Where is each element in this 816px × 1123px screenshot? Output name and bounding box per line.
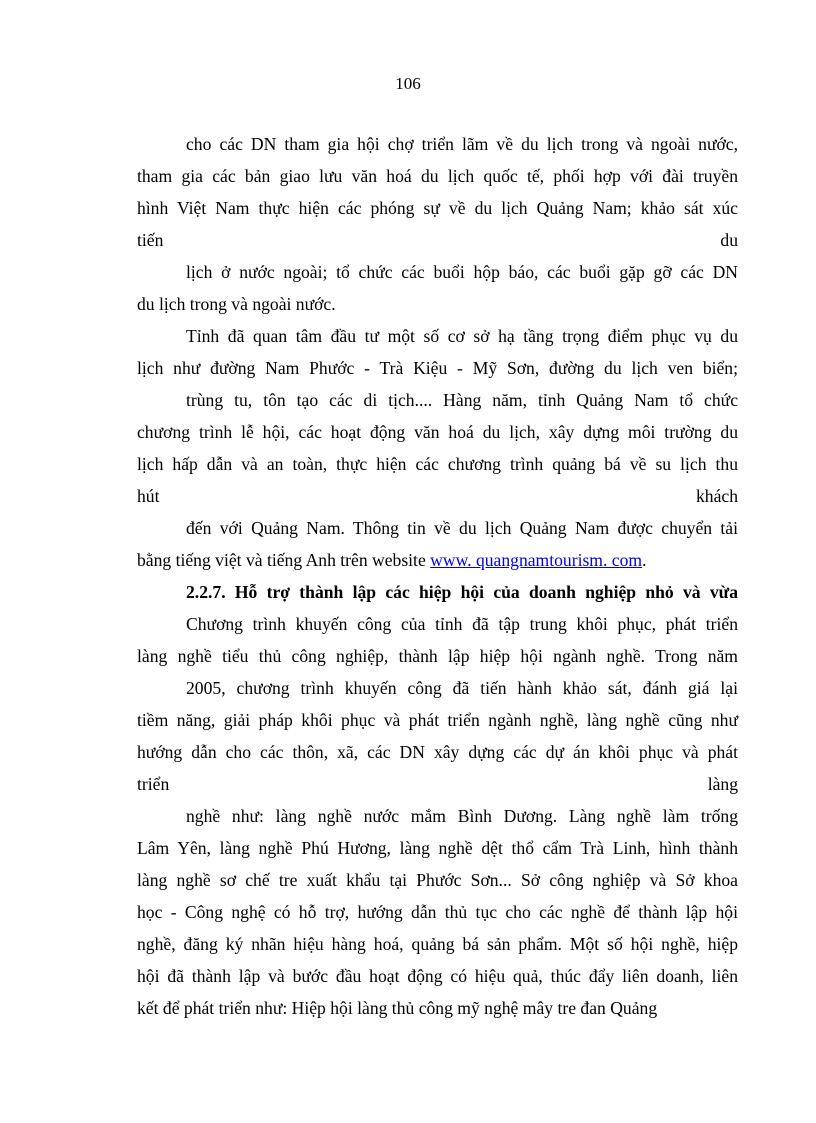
text-word: làng xyxy=(707,774,738,794)
text-line: trùng tu, tôn tạo các di tịch.... Hàng năm, tỉnh Quảng Nam tổ chức xyxy=(186,390,738,410)
text-line: học - Công nghệ có hỗ trợ, hướng dẫn thủ tục cho các nghề để thành lập hội xyxy=(137,902,738,922)
text-word: khách xyxy=(695,486,738,506)
text-line: tham gia các bản giao lưu văn hoá du lịch quốc tế, phối hợp với đài truyền xyxy=(137,166,738,186)
text-line: nghề, đăng ký nhãn hiệu hàng hoá, quảng bá sản phẩm. Một số hội nghề, hiệp xyxy=(137,934,738,954)
text-line: làng nghề sơ chế tre xuất khẩu tại Phước Sơn... Sở công nghiệp và Sở khoa xyxy=(137,870,738,890)
text-line: tiềm năng, giải pháp khôi phục và phát triển ngành nghề, làng nghề cũng như xyxy=(137,710,738,730)
text-line xyxy=(137,774,738,794)
text-line: làng nghề tiểu thủ công nghiệp, thành lập hiệp hội ngành nghề. Trong năm xyxy=(137,646,738,666)
text-line xyxy=(137,486,738,506)
text-line: nghề như: làng nghề nước mắm Bình Dương. Làng nghề làm trống xyxy=(186,806,738,826)
text-line xyxy=(137,230,738,250)
text-line: cho các DN tham gia hội chợ triển lãm về du lịch trong và ngoài nước, xyxy=(186,134,738,154)
text-line: Tỉnh đã quan tâm đầu tư một số cơ sở hạ tầng trọng điểm phục vụ du xyxy=(186,326,738,346)
text-word: du xyxy=(720,230,738,250)
text-line: kết để phát triển như: Hiệp hội làng thủ công mỹ nghệ mây tre đan Quảng xyxy=(137,998,658,1018)
section-heading: 2.2.7. Hỗ trợ thành lập các hiệp hội của doanh nghiệp nhỏ và vừa xyxy=(186,582,738,602)
page-number: 106 xyxy=(395,74,421,93)
text-line: hội đã thành lập và bước đầu hoạt động có hiệu quả, thúc đẩy liên doanh, liên xyxy=(137,966,738,986)
text-line xyxy=(137,550,738,570)
text-word: tiến xyxy=(137,230,164,250)
text-fragment: . xyxy=(642,550,647,570)
text-line: lịch như đường Nam Phước - Trà Kiệu - Mỹ Sơn, đường du lịch ven biển; xyxy=(137,358,738,378)
text-line: hình Việt Nam thực hiện các phóng sự về du lịch Quảng Nam; khảo sát xúc xyxy=(137,198,738,218)
text-line: đến với Quảng Nam. Thông tin về du lịch Quảng Nam được chuyển tải xyxy=(186,518,738,538)
text-line: lịch hấp dẫn và an toàn, thực hiện các chương trình quảng bá về su lịch thu xyxy=(137,454,738,474)
text-line: Lâm Yên, làng nghề Phú Hương, làng nghề dệt thổ cẩm Trà Linh, hình thành xyxy=(137,838,738,858)
text-fragment: bằng tiếng việt và tiếng Anh trên website xyxy=(137,550,431,570)
text-word: triển xyxy=(137,774,170,794)
text-line: lịch ở nước ngoài; tổ chức các buổi hộp báo, các buổi gặp gỡ các DN xyxy=(186,262,738,282)
text-line: du lịch trong và ngoài nước. xyxy=(137,294,336,314)
website-link[interactable]: www. quangnamtourism. com xyxy=(430,550,643,570)
text-line: 2005, chương trình khuyến công đã tiến hành khảo sát, đánh giá lại xyxy=(186,678,738,698)
text-line: chương trình lễ hội, các hoạt động văn hoá du lịch, xây dựng môi trường du xyxy=(137,422,738,442)
text-line: Chương trình khuyến công của tỉnh đã tập trung khôi phục, phát triển xyxy=(186,614,738,634)
text-line: hướng dẫn cho các thôn, xã, các DN xây dựng các dự án khôi phục và phát xyxy=(137,742,738,762)
text-word: hút xyxy=(137,486,160,506)
